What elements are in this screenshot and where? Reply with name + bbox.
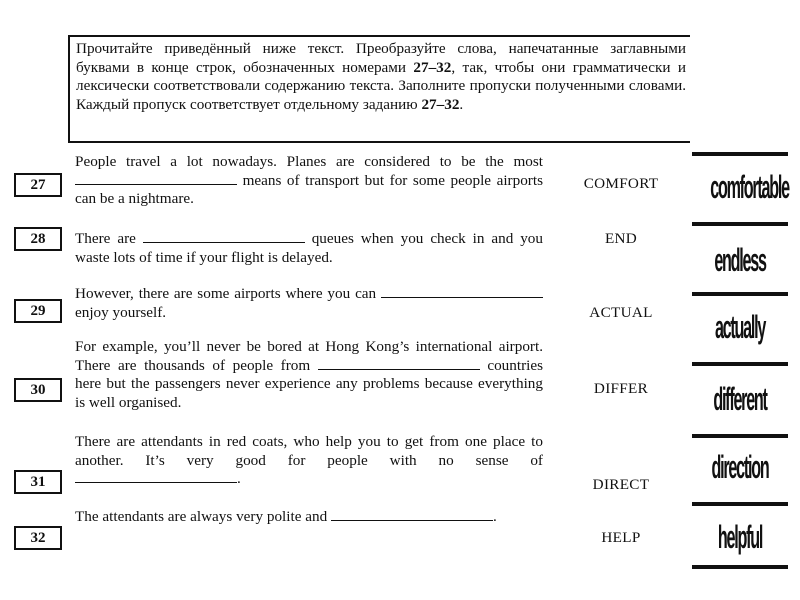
instructions-range: 27–32	[421, 95, 460, 113]
answer-blank[interactable]	[75, 470, 237, 483]
source-word-30: DIFFER	[593, 380, 649, 397]
answer-divider	[692, 434, 788, 438]
instructions-text: , так, чтобы они грамматически и лексически соответствовали содержанию текста. Заполните пропуски полученными словами. Каждый пропуск соответствует отдельному заданию	[76, 58, 686, 113]
answer-30: different	[713, 380, 767, 418]
answer-divider	[692, 502, 788, 506]
answer-27: comfortable	[710, 168, 789, 206]
instructions-text: .	[459, 95, 464, 113]
task-number-31: 31	[14, 470, 62, 494]
answer-32: helpful	[717, 518, 763, 556]
answer-divider	[692, 222, 788, 226]
task-text-29: However, there are some airports where you can enjoy yourself.	[75, 285, 543, 322]
source-word-31: DIRECT	[592, 476, 650, 493]
task-number-32: 32	[14, 526, 62, 550]
answer-divider	[692, 565, 788, 569]
instructions-text: Прочитайте приведённый ниже текст. Преобразуйте слова, напечатанные заглавными буквами в конце строк, обозначенных номерами	[76, 40, 686, 76]
task-number-29: 29	[14, 299, 62, 323]
answer-blank[interactable]	[331, 508, 493, 521]
answer-blank[interactable]	[143, 230, 305, 243]
task-text-30: For example, you’ll never be bored at Hong Kong’s international airport. There are thousands of people from countries here but the passengers never experience any problems because everything is well organised.	[75, 338, 544, 411]
instructions-range: 27–32	[413, 58, 452, 76]
task-text-31: There are attendants in red coats, who help you to get from one place to another. It’s very good for people with no sense of .	[75, 433, 543, 488]
answer-divider	[692, 362, 788, 366]
task-text-28: There are queues when you check in and you waste lots of time if your flight is delayed.	[75, 230, 543, 266]
answer-31: direction	[711, 448, 769, 486]
answer-divider	[692, 292, 788, 296]
instructions-box	[68, 35, 690, 143]
answer-28: endless	[714, 241, 766, 279]
answer-divider	[692, 152, 788, 156]
task-number-27: 27	[14, 173, 62, 197]
task-text-32: The attendants are always very polite and .	[75, 508, 497, 525]
answer-blank[interactable]	[75, 172, 237, 185]
source-word-32: HELP	[601, 529, 641, 546]
source-word-28: END	[604, 230, 638, 247]
answer-29: actually	[714, 308, 766, 346]
task-number-28: 28	[14, 227, 62, 251]
answer-blank[interactable]	[318, 357, 480, 370]
task-text-27: People travel a lot nowadays. Planes are considered to be the most means of transport but for some people airports can be a nightmare.	[75, 153, 543, 208]
answer-blank[interactable]	[381, 285, 543, 298]
source-word-29: ACTUAL	[589, 304, 653, 321]
source-word-27: COMFORT	[583, 175, 659, 192]
task-number-30: 30	[14, 378, 62, 402]
